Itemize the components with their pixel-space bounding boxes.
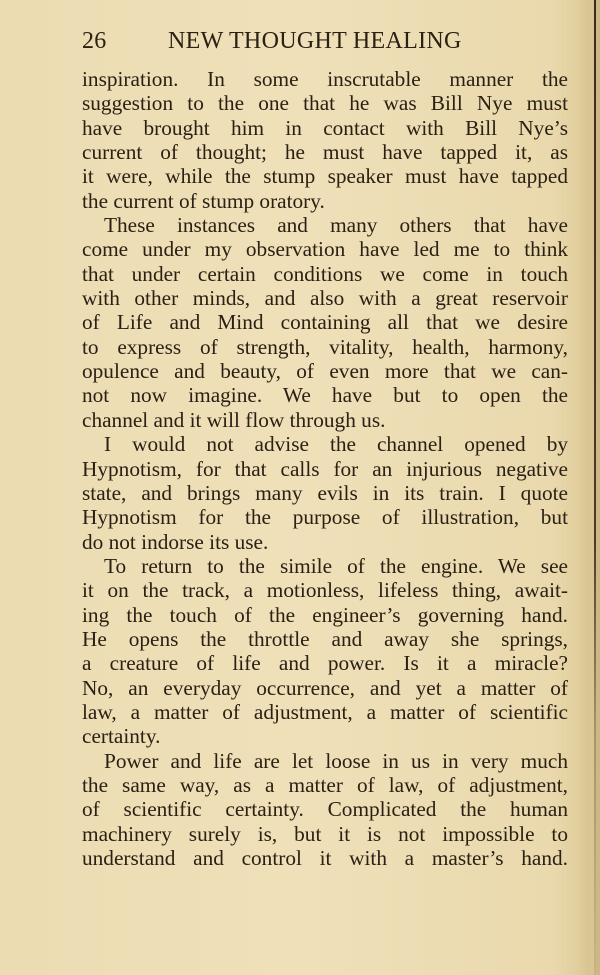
- text-line: understand and control it with a master’s hand.: [82, 846, 568, 870]
- text-line: Power and life are let loose in us in very much: [104, 748, 568, 773]
- text-line: state, and brings many evils in its train. I quote: [82, 480, 568, 505]
- paragraph: [82, 749, 568, 871]
- text-line: not now imagine. We have but to open the: [82, 383, 568, 408]
- paragraph: [82, 213, 568, 432]
- paragraph: [82, 554, 568, 749]
- text-line: suggestion to the one that he was Bill Nye must: [82, 91, 568, 116]
- text-line: come under my observation have led me to think: [82, 237, 568, 262]
- page-edge-shadow: [596, 0, 600, 975]
- text-line: certainty.: [82, 724, 161, 749]
- text-line: it were, while the stump speaker must have tapped: [82, 164, 568, 189]
- text-line: law, a matter of adjustment, a matter of scientific: [82, 699, 568, 724]
- text-line: current of thought; he must have tapped it, as: [82, 140, 568, 165]
- text-line: of scientific certainty. Complicated the human: [82, 797, 568, 822]
- text-line: channel and it will flow through us.: [82, 407, 386, 432]
- text-line: inspiration. In some inscrutable manner the: [82, 67, 568, 91]
- text-line: Hypnotism for the purpose of illustration, but: [82, 505, 568, 530]
- page-number: 26: [82, 28, 107, 54]
- text-line: the current of stump oratory.: [82, 188, 325, 213]
- text-line: have brought him in contact with Bill Nye’s: [82, 115, 568, 140]
- text-line: No, an everyday occurrence, and yet a matter of: [82, 675, 568, 700]
- text-line: the same way, as a matter of law, of adjustment,: [82, 772, 568, 797]
- paragraph: [82, 432, 568, 554]
- text-line: These instances and many others that have: [104, 213, 568, 238]
- text-line: to express of strength, vitality, health, harmony,: [82, 334, 568, 359]
- text-line: a creature of life and power. Is it a miracle?: [82, 651, 568, 676]
- text-line: that under certain conditions we come in touch: [82, 261, 568, 286]
- text-line: it on the track, a motionless, lifeless thing, await-: [82, 578, 568, 603]
- text-line: with other minds, and also with a great reservoir: [82, 286, 568, 311]
- text-line: of Life and Mind containing all that we desire: [82, 310, 568, 335]
- text-line: Hypnotism, for that calls for an injurious negative: [82, 456, 568, 481]
- paragraph: [82, 67, 568, 213]
- text-line: do not indorse its use.: [82, 529, 269, 554]
- body-text: [82, 67, 568, 870]
- text-line: ing the touch of the engineer’s governing hand.: [82, 602, 568, 627]
- text-line: I would not advise the channel opened by: [104, 432, 568, 457]
- text-line: He opens the throttle and away she springs,: [82, 626, 568, 651]
- running-title: NEW THOUGHT HEALING: [168, 28, 462, 54]
- text-line: machinery surely is, but it is not impossible to: [82, 821, 568, 846]
- text-line: To return to the simile of the engine. We see: [104, 553, 568, 578]
- text-line: opulence and beauty, of even more that we can-: [82, 359, 568, 384]
